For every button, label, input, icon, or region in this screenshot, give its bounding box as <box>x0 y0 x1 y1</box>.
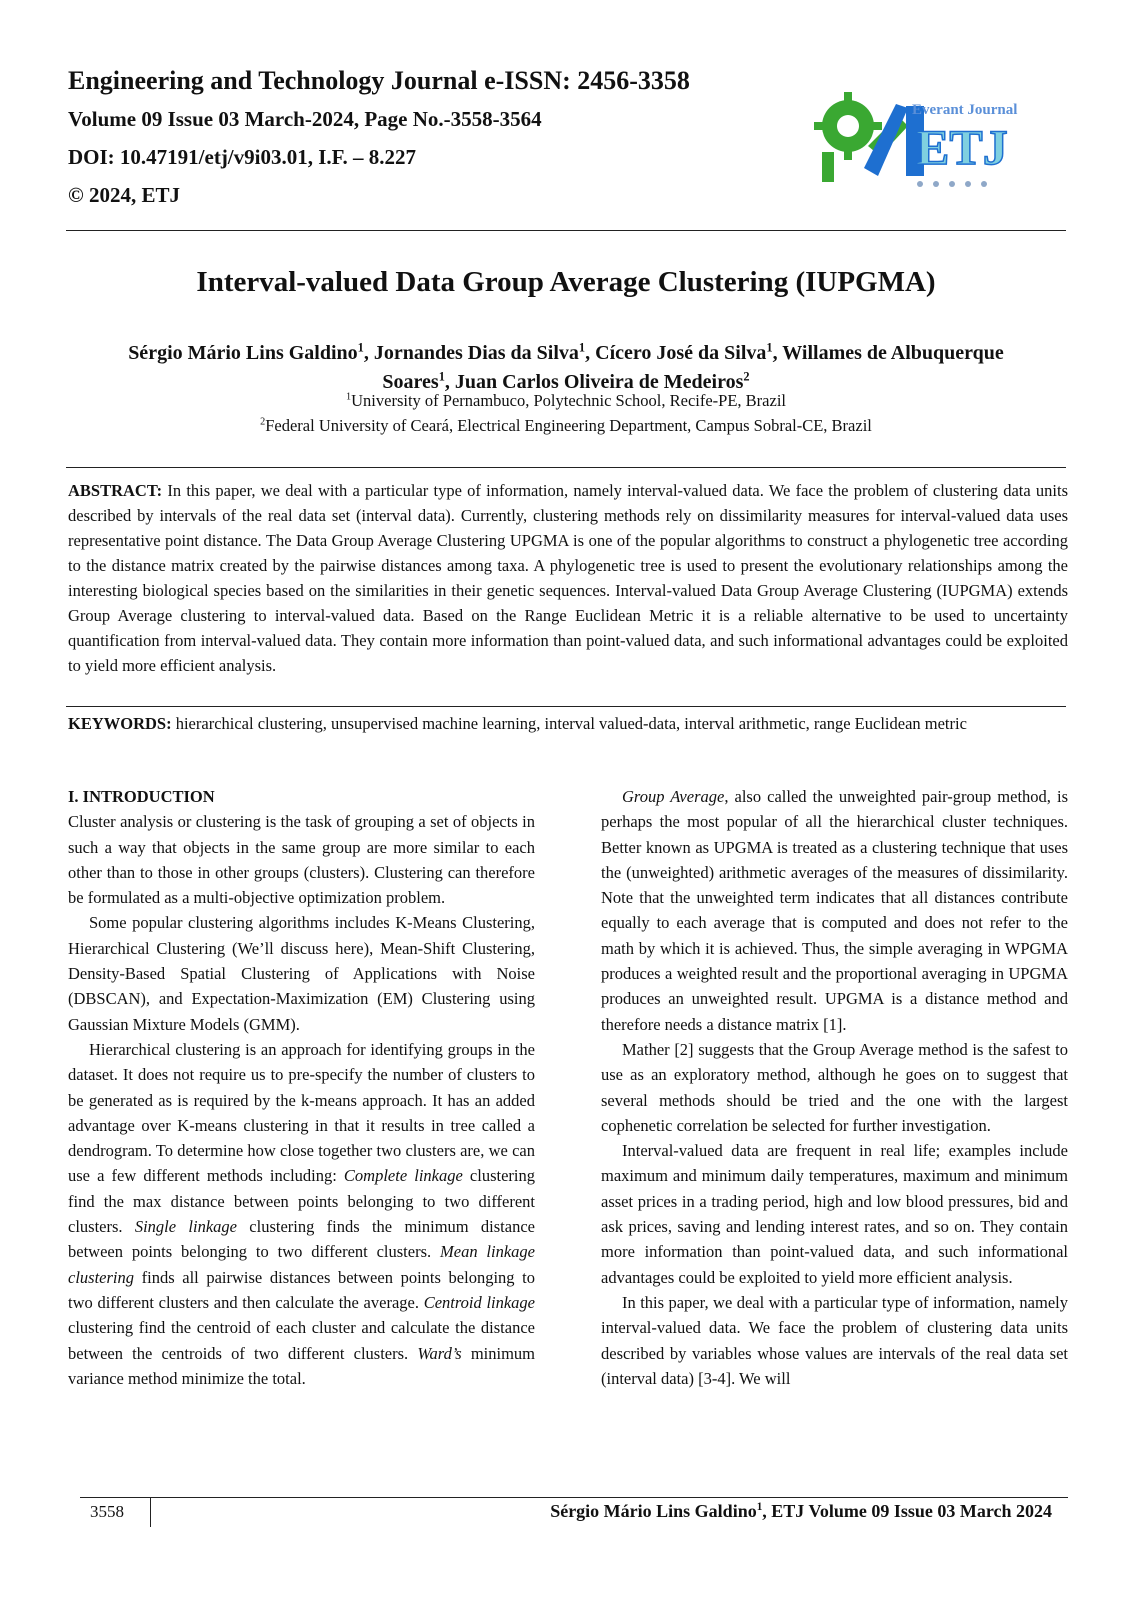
term-wards: Ward’s <box>417 1343 462 1363</box>
footer-sup: 1 <box>756 1501 763 1513</box>
term-mean-linkage: Mean linkage clustering <box>68 1242 536 1287</box>
paragraph <box>601 784 1068 1037</box>
author-list: Sérgio Mário Lins Galdino$^1$, Jornandes Dias da Silva$^1$, Cícero José da Silva$^1$, Willames de Albuquerque Soares$^1$, Juan Carlos Oliveira de Medeiros$^2$ <box>128 340 1004 393</box>
footer-issue: , ETJ Volume 09 Issue 03 March 2024 <box>762 1501 1052 1521</box>
journal-name: Engineering and Technology Journal e-ISSN: 2456-3358 <box>68 66 690 95</box>
text-run: clustering find the max distance between points belonging to two different clusters. <box>68 1166 535 1237</box>
footer-author: Sérgio Mário Lins Galdino <box>550 1501 757 1521</box>
aff-text: Federal University of Ceará, Electrical Engineering Department, Campus Sobral-CE, Brazil <box>265 416 872 435</box>
paragraph: Cluster analysis or clustering is the task of grouping a set of objects in such a way that objects in the same group are more similar to each other than to those in other groups (clusters). Clustering can therefore be formulated as a multi-objective optimization problem. <box>68 812 535 908</box>
keywords-label: KEYWORDS: <box>68 714 172 733</box>
author-5: Juan Carlos Oliveira de Medeiros <box>454 371 744 393</box>
abstract-text: In this paper, we deal with a particular type of information, namely interval-valued data. We face the problem of clustering data units described by intervals of the real data set (interval data). Currently, clustering methods rely on dissimilarity measures for interval-valued data uses representative point distance. The Data Group Average Clustering UPGMA is one of the popular algorithms to construct a phylogenetic tree according to the distance matrix created by the pairwise distances among taxa. A phylogenetic tree is used to present the evolutionary relationships among the interesting biological species based on the similarities in their genetic sequences. Interval-valued Data Group Average Clustering (IUPGMA) extends Group Average clustering to interval-valued data. Based on the Range Euclidean Metric it is a reliable alternative to be used to uncertainty quantification from interval-valued data. They contain more information than point-valued data, and such informational advantages could be exploited to yield more efficient analysis. <box>68 481 1068 675</box>
paragraph <box>68 1037 535 1391</box>
term-complete-linkage: Complete linkage <box>343 1166 463 1186</box>
text-run: minimum variance method minimize the total. <box>68 1343 535 1388</box>
header-divider <box>66 230 1066 231</box>
text-run: finds all pairwise distances between points belonging to two different clusters and then calculate the average. <box>68 1267 535 1312</box>
paragraph: Some popular clustering algorithms includes K-Means Clustering, Hierarchical Clustering (We’ll discuss here), Mean-Shift Clustering, Density-Based Spatial Clustering of Applications with Noise (DBSCAN), and Expectation-Maximization (EM) Clustering using Gaussian Mixture Models (GMM). <box>68 913 535 1034</box>
author-sup: 1 <box>578 340 586 355</box>
term-centroid-linkage: Centroid linkage <box>423 1292 536 1312</box>
author-sup: 1 <box>357 340 364 355</box>
aff-sup: 2 <box>260 416 266 428</box>
abstract-top-rule <box>66 467 1066 468</box>
affiliation-1 <box>0 391 1132 411</box>
keywords-top-rule <box>66 706 1066 707</box>
keywords <box>68 711 1068 736</box>
text-run: clustering finds the minimum distance between points belonging to two different clusters. <box>68 1217 535 1262</box>
paragraph: In this paper, we deal with a particular type of information, namely interval-valued data. We face the problem of clustering data units described by variables whose values are intervals of the real data set (interval data) [3-4]. We will <box>601 1292 1068 1388</box>
author-sup: 1 <box>766 340 773 355</box>
term-group-average: Group Average <box>622 787 725 806</box>
etj-logo <box>808 86 1022 196</box>
text-run: clustering find the centroid of each cluster and calculate the distance between the centroids of two different clusters. <box>68 1318 535 1363</box>
author-sup: 2 <box>743 369 750 384</box>
term-single-linkage: Single linkage <box>134 1217 237 1237</box>
journal-header <box>68 62 788 214</box>
doi-info: DOI: 10.47191/etj/v9i03.01, I.F. – 8.227 <box>68 145 417 169</box>
author-3: Cícero José da Silva <box>595 342 767 364</box>
page-number: 3558 <box>90 1502 124 1521</box>
abstract-label: ABSTRACT: <box>68 481 163 500</box>
logo-top-text: Everant Journal <box>912 102 1018 118</box>
abstract <box>68 478 1068 678</box>
paragraph: Interval-valued data are frequent in real life; examples include maximum and minimum daily temperatures, maximum and minimum asset prices in a trading period, high and low blood pressures, bid and ask prices, saving and lending interest rates, and so on. They contain more information than point-valued data, and such informational advantages could be exploited to yield more efficient analysis. <box>601 1141 1068 1287</box>
footer-rule <box>80 1497 1068 1498</box>
author-1: Sérgio Mário Lins Galdino <box>128 342 358 364</box>
footer-divider <box>150 1497 151 1527</box>
affiliation-2 <box>0 416 1132 436</box>
aff-text: University of Pernambuco, Polytechnic School, Recife-PE, Brazil <box>351 391 786 410</box>
aff-sup: 1 <box>346 391 352 403</box>
left-column <box>68 784 535 1391</box>
running-footer <box>550 1501 1052 1522</box>
author-sup: 1 <box>438 369 445 384</box>
logo-main-text: ETJ <box>916 119 1008 175</box>
paper-title: Interval-valued Data Group Average Clustering (IUPGMA) <box>196 266 936 298</box>
copyright: © 2024, ETJ <box>68 183 180 207</box>
text-run: Hierarchical clustering is an approach for identifying groups in the dataset. It does not require us to pre-specify the number of clusters to be generated as is required by the k-means approach. It has an added advantage over K-means clustering in that it results in tree called a dendrogram. To determine how close together two clusters are, we can use a few different methods including: <box>68 1039 535 1186</box>
text-run: , also called the unweighted pair-group method, is perhaps the most popular of all the hierarchical cluster techniques. Better known as UPGMA is treated as a clustering technique that uses the (unweighted) arithmetic averages of the measures of dissimilarity. Note that the unweighted term indicates that all distances contribute equally to each average that is computed and does not refer to the math by which it is achieved. Thus, the simple averaging in WPGMA produces a weighted result and the proportional averaging in UPGMA produces an unweighted result. UPGMA is a distance method and therefore needs a distance matrix [1]. <box>601 787 1068 1034</box>
volume-info: Volume 09 Issue 03 March-2024, Page No.-3558-3564 <box>68 107 542 131</box>
right-column <box>601 784 1068 1391</box>
keywords-text: hierarchical clustering, unsupervised machine learning, interval valued-data, interval arithmetic, range Euclidean metric <box>175 714 967 733</box>
section-heading: I. INTRODUCTION <box>68 787 215 806</box>
paragraph: Mather [2] suggests that the Group Average method is the safest to use as an exploratory method, although he goes on to suggest that several methods should be tried and the one with the largest cophenetic correlation be selected for further investigation. <box>601 1039 1068 1135</box>
author-4: Willames de Albuquerque Soares <box>382 342 1004 393</box>
author-2: Jornandes Dias da Silva <box>373 342 579 364</box>
